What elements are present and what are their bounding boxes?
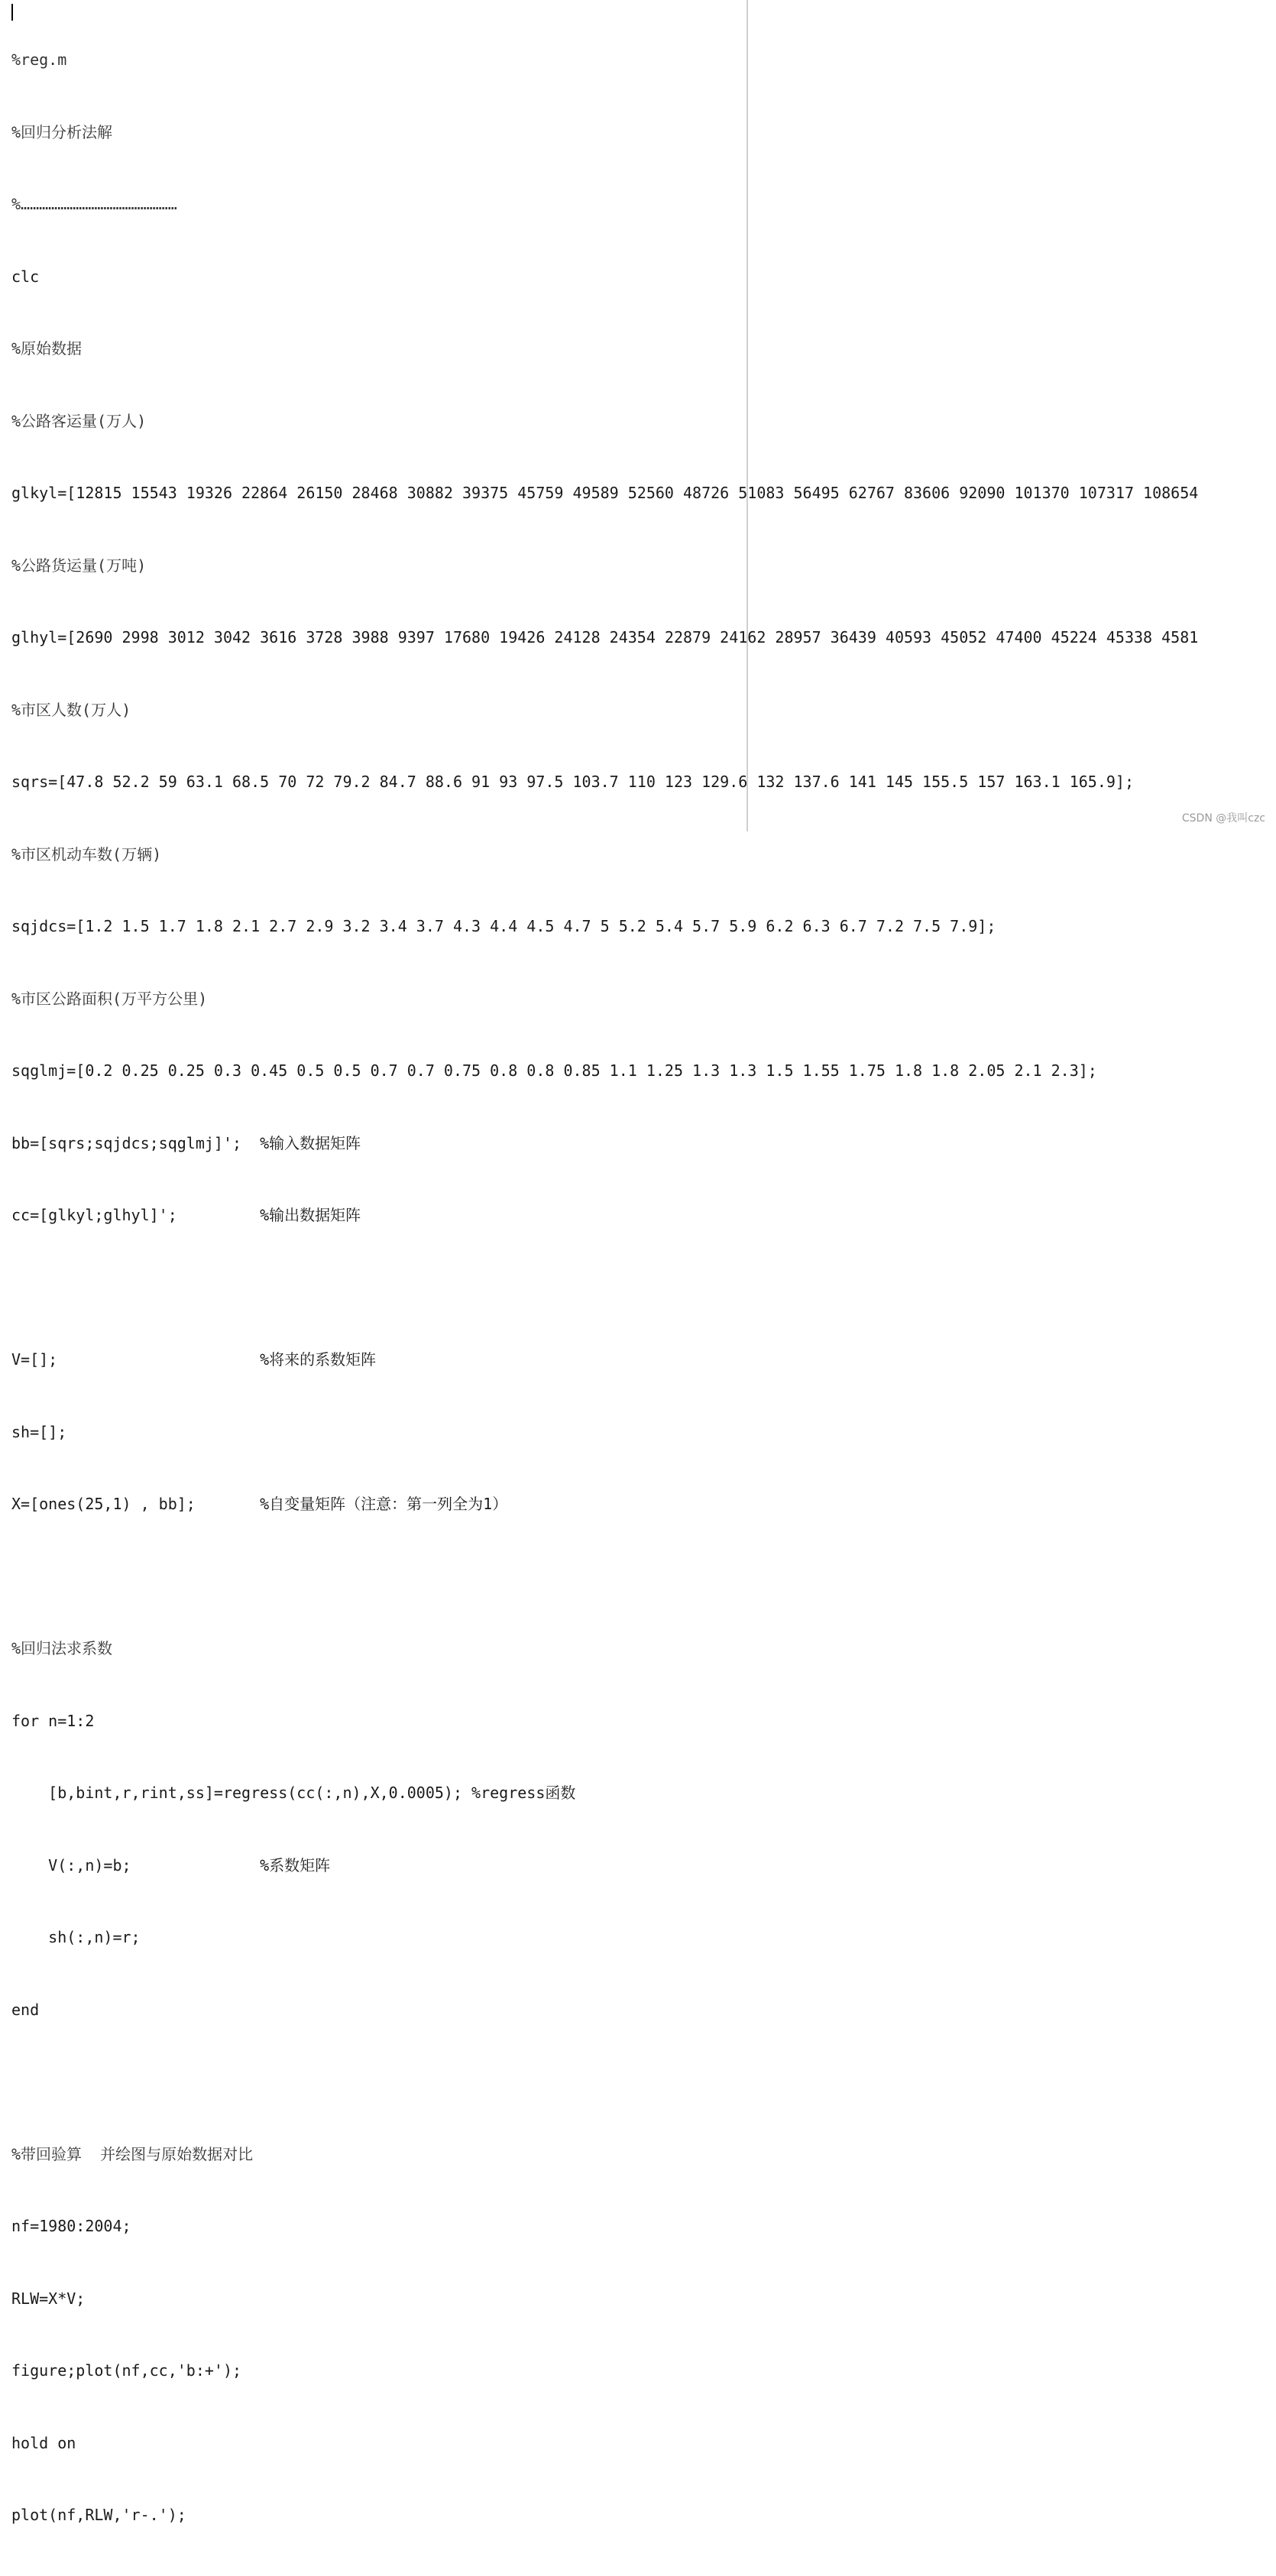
code-line: %…………………………………………… <box>11 195 177 213</box>
code-line: X=[ones(25,1) , bb]; %自变量矩阵（注意：第一列全为1） <box>11 1495 508 1513</box>
code-line: %市区人数(万人) <box>11 700 131 719</box>
code-line: bb=[sqrs;sqjdcs;sqglmj]'; %输入数据矩阵 <box>11 1133 361 1152</box>
code-line: %reg.m <box>11 50 67 69</box>
code-line: end <box>11 2000 40 2019</box>
code-line: %回归分析法解 <box>11 122 113 141</box>
code-line: nf=1980:2004; <box>11 2217 131 2235</box>
code-line: [b,bint,r,rint,ss]=regress(cc(:,n),X,0.0005); %regress函数 <box>11 1784 576 1802</box>
code-line: %市区机动车数(万辆) <box>11 844 162 864</box>
code-line: V=[]; %将来的系数矩阵 <box>11 1350 377 1369</box>
code-line: cc=[glkyl;glhyl]'; %输出数据矩阵 <box>11 1206 361 1224</box>
code-line: sqrs=[47.8 52.2 59 63.1 68.5 70 72 79.2 84.7 88.6 91 93 97.5 103.7 110 123 129.6 132 137.6 141 145 155.5 157 163.1 165.9]; <box>11 773 1135 791</box>
code-line: figure;plot(nf,cc,'b:+'); <box>11 2361 242 2380</box>
code-line: %公路货运量(万吨) <box>11 556 147 575</box>
code-line: hold on <box>11 2433 76 2452</box>
code-line: clc <box>11 267 40 286</box>
watermark: CSDN @我叫czc <box>1181 812 1265 825</box>
code-line: glhyl=[2690 2998 3012 3042 3616 3728 3988 9397 17680 19426 24128 24354 22879 24162 28957 36439 40593 45052 47400 45224 45338 4581 <box>11 628 1199 646</box>
code-line: sh(:,n)=r; <box>11 1928 141 1946</box>
code-line: V(:,n)=b; %系数矩阵 <box>11 1855 331 1874</box>
code-line: for n=1:2 <box>11 1711 95 1730</box>
code-line: %带回验算 并绘图与原始数据对比 <box>11 2144 254 2163</box>
code-line: plot(nf,RLW,'r-.'); <box>11 2506 186 2524</box>
code-line: %回归法求系数 <box>11 1639 113 1657</box>
code-line: sqjdcs=[1.2 1.5 1.7 1.8 2.1 2.7 2.9 3.2 3.4 3.7 4.3 4.4 4.5 4.7 5 5.2 5.4 5.7 5.9 6.2 6.3 6.7 7.2 7.5 7.9]; <box>11 917 996 935</box>
code-line: glkyl=[12815 15543 19326 22864 26150 28468 30882 39375 45759 49589 52560 48726 51083 56495 62767 83606 92090 101370 107317 108654 <box>11 484 1199 502</box>
code-line: %原始数据 <box>11 339 83 358</box>
text-cursor <box>11 4 13 21</box>
code-line <box>11 1565 1198 1589</box>
code-line: %市区公路面积(万平方公里) <box>11 989 208 1008</box>
code-line <box>11 2070 1198 2095</box>
code-line: sqglmj=[0.2 0.25 0.25 0.3 0.45 0.5 0.5 0.7 0.7 0.75 0.8 0.8 0.85 1.1 1.25 1.3 1.3 1.5 1.55 1.75 1.8 1.8 2.05 2.1 2.3]; <box>11 1061 1097 1080</box>
code-line: %公路客运量(万人) <box>11 411 147 430</box>
code-line: sh=[]; <box>11 1422 67 1441</box>
code-area[interactable] <box>11 0 1198 2576</box>
code-line: RLW=X*V; <box>11 2289 86 2308</box>
code-line <box>11 1276 1198 1301</box>
